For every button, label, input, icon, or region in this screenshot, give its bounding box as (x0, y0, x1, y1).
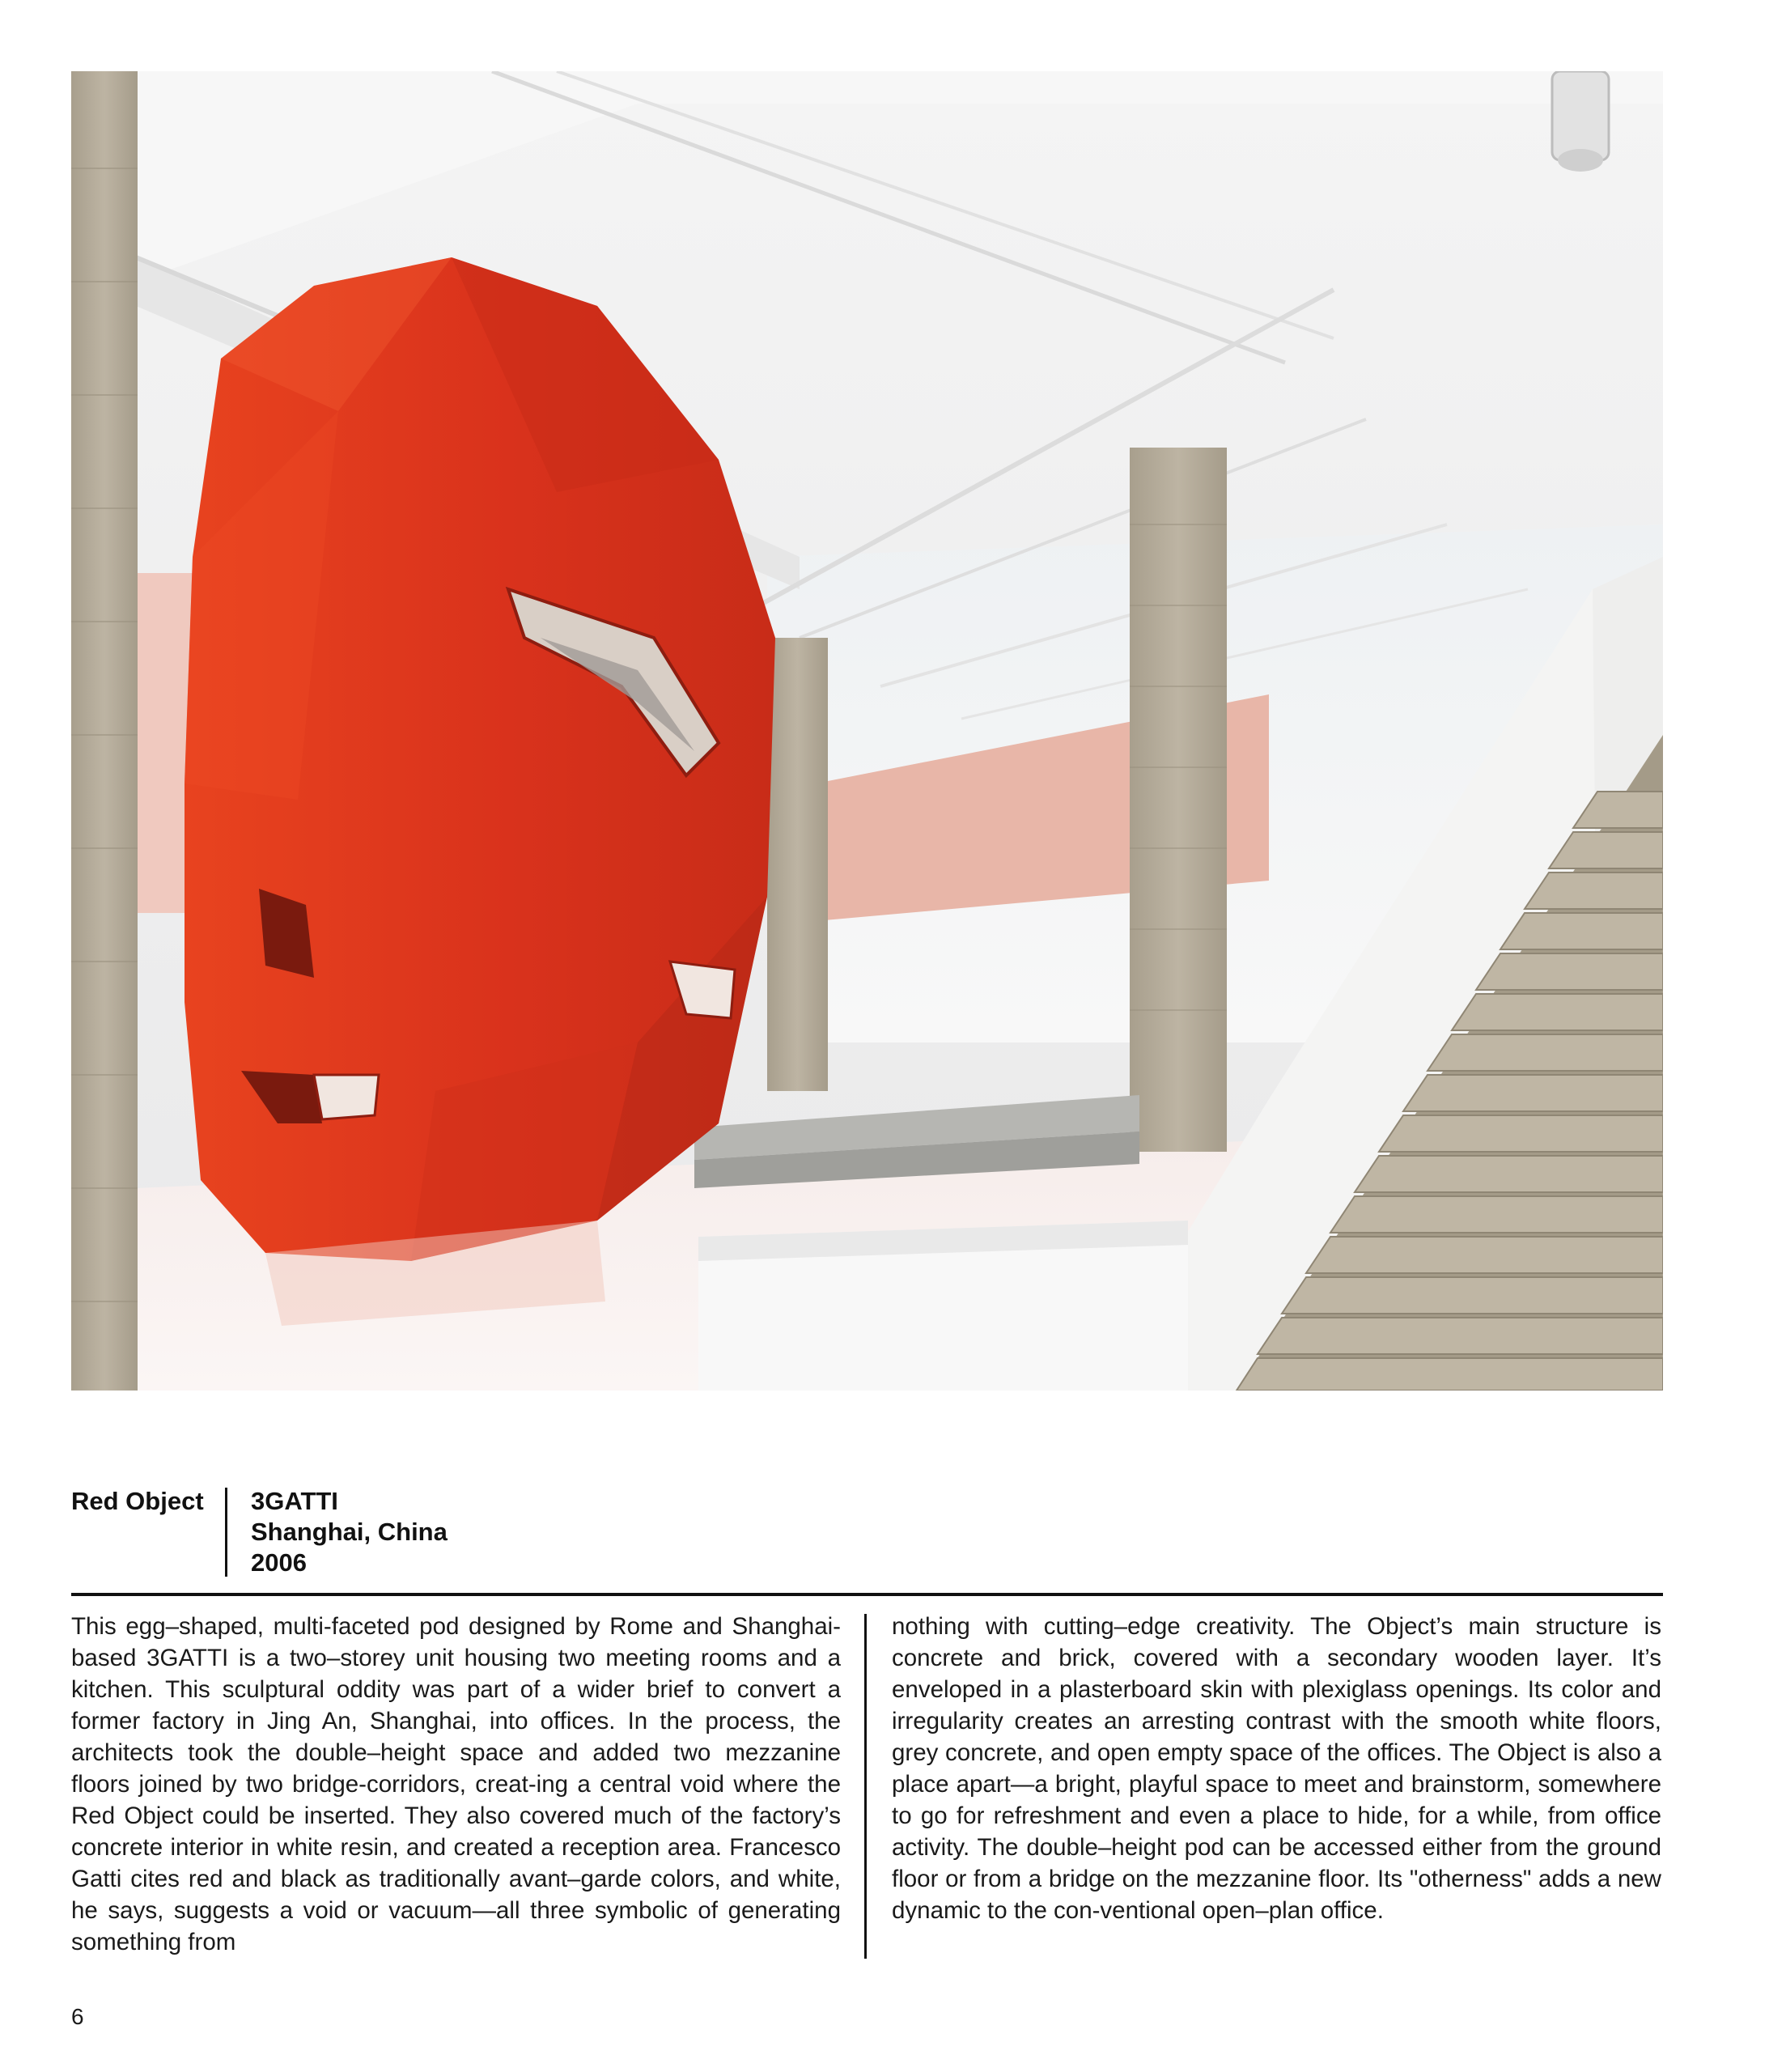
body-text-left: This egg–shaped, multi-faceted pod designed by Rome and Shanghai-based 3GATTI is a two–storey unit housing two meeting rooms and a kitchen. This sculptural oddity was part of a wider brief to convert a former factory in Jing An, Shanghai, into offices. In the process, the architects took the double–height space and added two mezzanine floors joined by two bridge-corridors, creat-ing a central void where the Red Object could be inserted. They also covered much of the factory’s concrete interior in white resin, and created a reception area. Francesco Gatti cites red and black as traditionally avant–garde colors, and white, he says, suggests a void or vacuum—all three symbolic of generating something from (71, 1613, 841, 1955)
project-meta (251, 1486, 448, 1578)
architect-name: 3GATTI (251, 1487, 338, 1515)
project-photo (71, 71, 1663, 1391)
project-location: Shanghai, China (251, 1518, 448, 1546)
project-title: Red Object (71, 1487, 204, 1515)
section-rule (71, 1593, 1663, 1596)
project-caption (71, 1486, 1663, 1583)
body-text-right: nothing with cutting–edge creativity. The Object’s main structure is concrete and brick, covered with a secondary wooden layer. It’s enveloped in a plasterboard skin with plexiglass openings. Its color and irregularity creates an arresting contrast with the smooth white floors, grey concrete, and open empty space of the offices. The Object is also a place apart—a bright, playful space to meet and brainstorm, somewhere to go for refreshment and even a place to hide, for a while, from office activity. The double–height pod can be accessed either from the ground floor or from a bridge on the mezzanine floor. Its "otherness" adds a new dynamic to the con-ventional open–plan office. (892, 1613, 1661, 1924)
column-divider (864, 1614, 867, 1959)
red-object-interior-illustration (71, 71, 1663, 1391)
project-year: 2006 (251, 1548, 307, 1577)
page-number: 6 (71, 2004, 84, 2029)
caption-divider (225, 1488, 227, 1577)
